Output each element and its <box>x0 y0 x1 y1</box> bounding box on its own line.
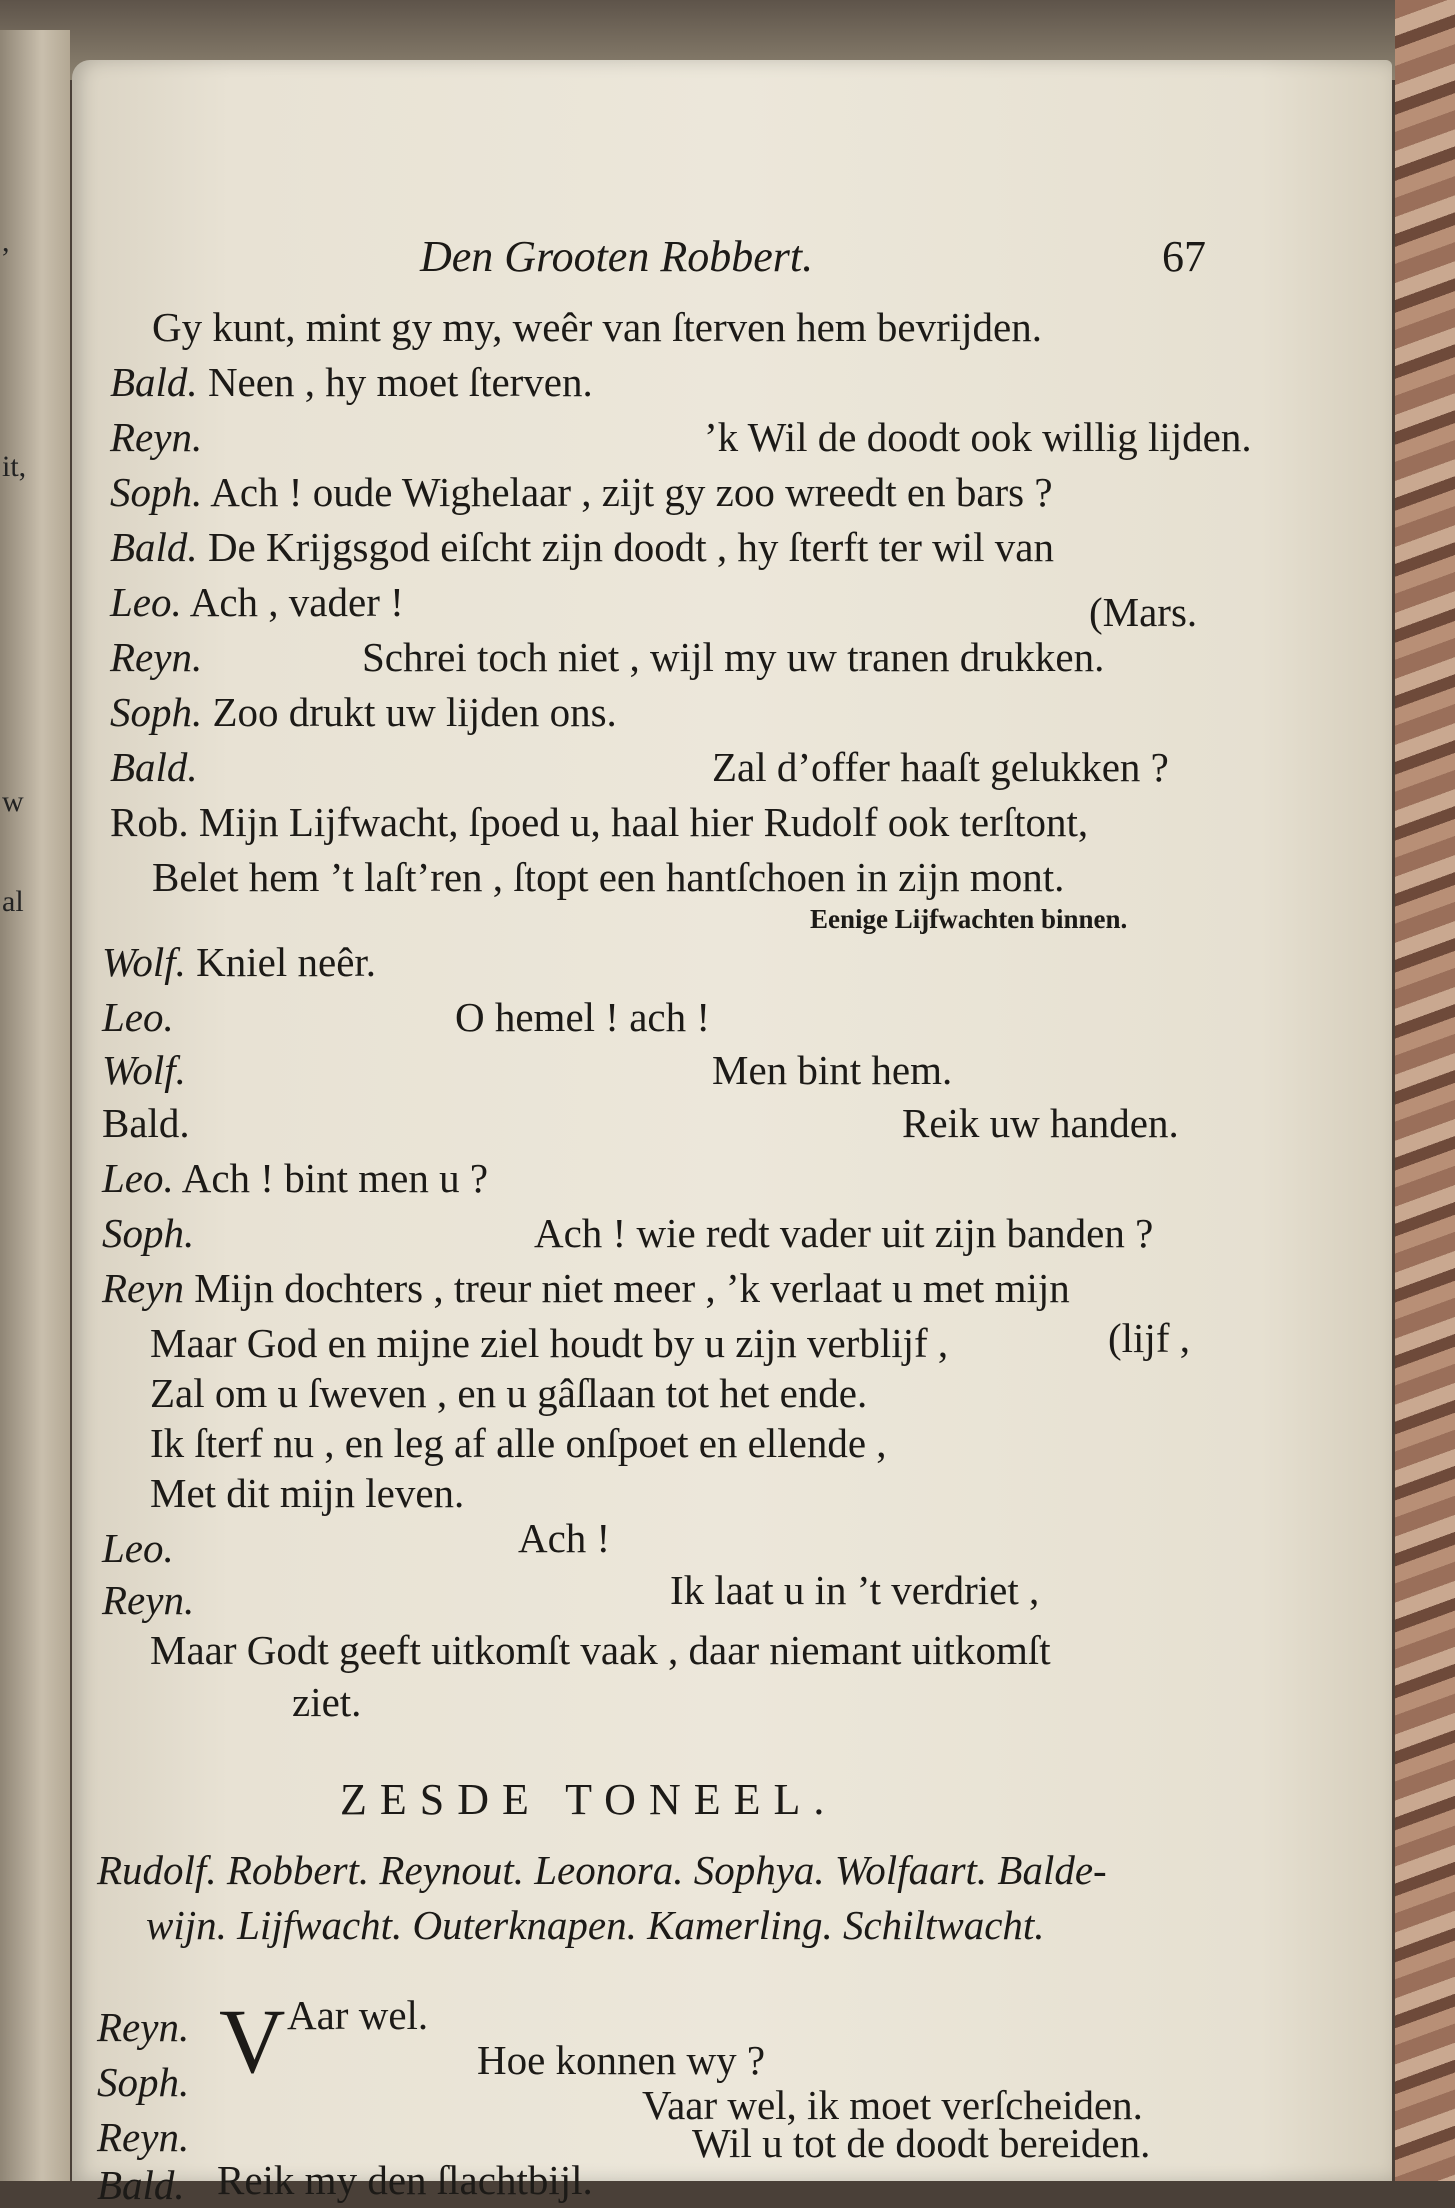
left-page-fragment: al <box>2 885 24 918</box>
speaker-label: Reyn. <box>97 2004 190 2050</box>
cast-list: Rudolf. Robbert. Reynout. Leonora. Sophya. Wolfaart. Balde- <box>97 1847 1107 1893</box>
speaker-label: Soph. <box>110 689 203 735</box>
left-page-fragment: , <box>2 225 10 258</box>
speaker-label: Bald. <box>110 524 198 570</box>
speaker-label: Bald. <box>102 1100 190 1146</box>
overflow-word: (lijf , <box>1108 1315 1190 1361</box>
verse-line <box>110 414 203 460</box>
verse-line <box>110 744 198 790</box>
verse-text: Met dit mijn leven. <box>150 1470 465 1516</box>
verse-line <box>110 689 617 735</box>
verse-text: Ach ! oude Wighelaar , zijt gy zoo wreedt en bars ? <box>210 469 1053 515</box>
left-page-edge <box>0 30 70 2181</box>
verse-line <box>518 1515 611 1561</box>
verse-line <box>102 1155 489 1201</box>
verse-text: Gy kunt, mint gy my, weêr van ſterven hem bevrijden. <box>152 304 1043 350</box>
page-number: 67 <box>1162 232 1206 281</box>
speaker-label: Soph. <box>102 1210 195 1256</box>
verse-line <box>712 1047 953 1093</box>
speaker-label: Bald. <box>110 744 198 790</box>
verse-line <box>292 1679 362 1725</box>
verse-text: Ik laat u in ’t verdriet , <box>670 1567 1040 1613</box>
verse-line <box>110 799 1089 845</box>
verse-text: Maar Godt geeft uitkomſt vaak , daar niemant uitkomſt <box>150 1627 1051 1673</box>
verse-line <box>670 1567 1040 1613</box>
marbled-endpaper <box>1395 0 1455 2181</box>
verse-text: ’k Wil de doodt ook willig lijden. <box>704 414 1252 460</box>
verse-text: Ach ! bint men u ? <box>181 1155 489 1201</box>
verse-text: Neen , hy moet ſterven. <box>207 359 593 405</box>
verse-text: De Krijgsgod eiſcht zijn doodt , hy ſterft ter wil van <box>207 524 1054 570</box>
speaker-label: Wolf. <box>102 939 186 985</box>
speaker-label: Leo. <box>102 1155 174 1201</box>
left-page-fragment: it, <box>2 450 27 483</box>
speaker-label: Soph. <box>110 469 203 515</box>
verse-text: Ach ! <box>518 1515 611 1561</box>
overflow-word: (Mars. <box>1089 589 1198 635</box>
verse-text: ziet. <box>292 1679 362 1725</box>
verse-text: Mijn dochters , treur niet meer , ’k verlaat u met mijn <box>194 1265 1070 1311</box>
verse-line <box>102 1100 190 1146</box>
verse-text: Zal d’offer haaſt gelukken ? <box>712 744 1169 790</box>
verse-text: Belet hem ’t laſt’ren , ſtopt een hantſchoen in zijn mont. <box>152 854 1065 900</box>
verse-line <box>102 1210 195 1256</box>
verse-line <box>362 634 1105 680</box>
speaker-label: Bald. <box>97 2162 185 2208</box>
verse-text: Zoo drukt uw lijden ons. <box>212 689 617 735</box>
verse-line <box>150 1420 887 1466</box>
speaker-label: Leo. <box>110 579 182 625</box>
verse-text: Reik my den ſlachtbijl. <box>217 2157 593 2203</box>
verse-line <box>712 744 1169 790</box>
verse-line <box>152 854 1065 900</box>
verse-text: Ik ſterf nu , en leg af alle onſpoet en ellende , <box>150 1420 887 1466</box>
verse-text: Wil u tot de doodt bereiden. <box>692 2120 1151 2166</box>
verse-line <box>102 1265 1070 1311</box>
speaker-label: Reyn. <box>102 1577 195 1623</box>
verse-text: Men bint hem. <box>712 1047 953 1093</box>
book-page <box>72 60 1392 2208</box>
verse-line <box>150 1370 868 1416</box>
running-title: Den Grooten Robbert. <box>420 232 814 281</box>
speaker-label: Reyn <box>102 1265 184 1311</box>
speaker-label: Leo. <box>102 1525 174 1571</box>
stage-direction: Eenige Lijfwachten binnen. <box>810 904 1128 934</box>
speaker-label: Bald. <box>110 359 198 405</box>
verse-line <box>110 579 404 625</box>
cast-list: wijn. Lijfwacht. Outerknapen. Kamerling. Schiltwacht. <box>146 1902 1045 1948</box>
verse-line <box>102 1525 174 1571</box>
speaker-label: Rob. <box>110 799 189 845</box>
verse-line <box>110 634 203 680</box>
verse-line <box>110 469 1053 515</box>
verse-line <box>152 304 1043 350</box>
verse-text: Reik uw handen. <box>902 1100 1179 1146</box>
speaker-label: Wolf. <box>102 1047 186 1093</box>
verse-text: Ach ! wie redt vader uit zijn banden ? <box>534 1210 1154 1256</box>
verse-text: Kniel neêr. <box>196 939 377 985</box>
verse-text: Hoe konnen wy ? <box>477 2037 766 2083</box>
drop-cap: V <box>219 1990 286 2092</box>
verse-text: Zal om u ſweven , en u gâſlaan tot het ende. <box>150 1370 868 1416</box>
verse-text: Maar God en mijne ziel houdt by u zijn verblijf , <box>150 1320 949 1366</box>
left-page-fragment: w <box>2 785 24 818</box>
verse-line <box>902 1100 1179 1146</box>
verse-line <box>102 994 174 1040</box>
verse-line <box>534 1210 1154 1256</box>
scene-heading: ZESDE TONEEL. <box>340 1775 838 1824</box>
speaker-label: Reyn. <box>110 634 203 680</box>
verse-line <box>150 1470 465 1516</box>
verse-text: Mijn Lijfwacht, ſpoed u, haal hier Rudolf ook terſtont, <box>198 799 1089 845</box>
verse-line <box>110 524 1054 570</box>
verse-line <box>455 994 710 1040</box>
verse-line <box>102 1577 195 1623</box>
speaker-label: Soph. <box>97 2059 190 2105</box>
verse-line <box>704 414 1252 460</box>
verse-line <box>110 359 593 405</box>
speaker-label: Reyn. <box>97 2114 190 2160</box>
verse-line <box>150 1320 949 1366</box>
verse-text: Aar wel. <box>287 1992 429 2038</box>
verse-line <box>102 939 377 985</box>
verse-text: Schrei toch niet , wijl my uw tranen drukken. <box>362 634 1105 680</box>
speaker-label: Reyn. <box>110 414 203 460</box>
verse-text: Vaar wel, ik moet verſcheiden. <box>642 2082 1143 2128</box>
speaker-label: Leo. <box>102 994 174 1040</box>
verse-line <box>150 1627 1051 1673</box>
verse-line <box>102 1047 186 1093</box>
verse-text: O hemel ! ach ! <box>455 994 710 1040</box>
verse-text: Ach , vader ! <box>189 579 404 625</box>
